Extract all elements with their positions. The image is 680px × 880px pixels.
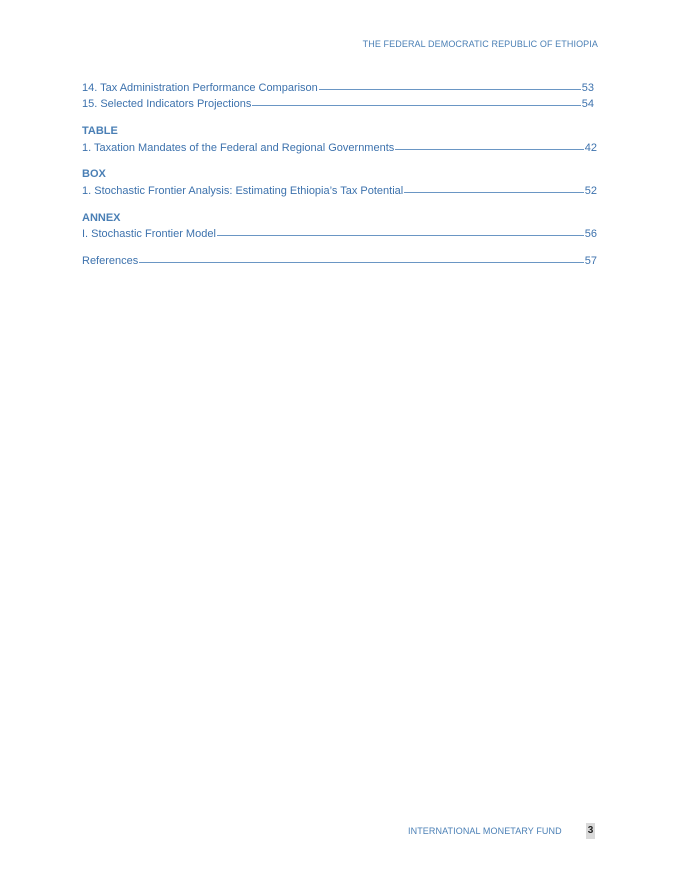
toc-entry-label: 15. Selected Indicators Projections <box>82 98 252 110</box>
toc-entry-table-1[interactable] <box>82 142 597 154</box>
footer-organization: INTERNATIONAL MONETARY FUND <box>408 826 562 836</box>
toc-entry-label: 1. Stochastic Frontier Analysis: Estimating Ethiopia’s Tax Potential <box>82 185 404 197</box>
toc-entry-page: 52 <box>584 185 597 197</box>
toc-entry-figure-14[interactable] <box>82 82 594 94</box>
section-heading-table: TABLE <box>82 125 118 137</box>
section-heading-annex: ANNEX <box>82 212 121 224</box>
dot-leader <box>395 149 583 150</box>
toc-entry-label: 14. Tax Administration Performance Comparison <box>82 82 318 94</box>
dot-leader <box>217 235 584 236</box>
toc-entry-references[interactable] <box>82 255 597 267</box>
toc-entry-figure-15[interactable] <box>82 98 594 110</box>
toc-entry-page: 56 <box>584 228 597 240</box>
toc-entry-label: 1. Taxation Mandates of the Federal and Regional Governments <box>82 142 395 154</box>
toc-entry-page: 54 <box>581 98 594 110</box>
footer-page-number: 3 <box>586 823 595 839</box>
section-heading-box: BOX <box>82 168 106 180</box>
running-header-title: THE FEDERAL DEMOCRATIC REPUBLIC OF ETHIOPIA <box>362 39 598 49</box>
toc-entry-label: I. Stochastic Frontier Model <box>82 228 216 240</box>
dot-leader <box>404 192 584 193</box>
dot-leader <box>252 105 580 106</box>
toc-entry-page: 57 <box>584 255 597 267</box>
toc-entry-box-1[interactable] <box>82 185 597 197</box>
toc-entry-annex-1[interactable] <box>82 228 597 240</box>
dot-leader <box>139 262 583 263</box>
dot-leader <box>319 89 581 90</box>
toc-entry-label: References <box>82 255 139 267</box>
toc-entry-page: 42 <box>584 142 597 154</box>
toc-entry-page: 53 <box>581 82 594 94</box>
